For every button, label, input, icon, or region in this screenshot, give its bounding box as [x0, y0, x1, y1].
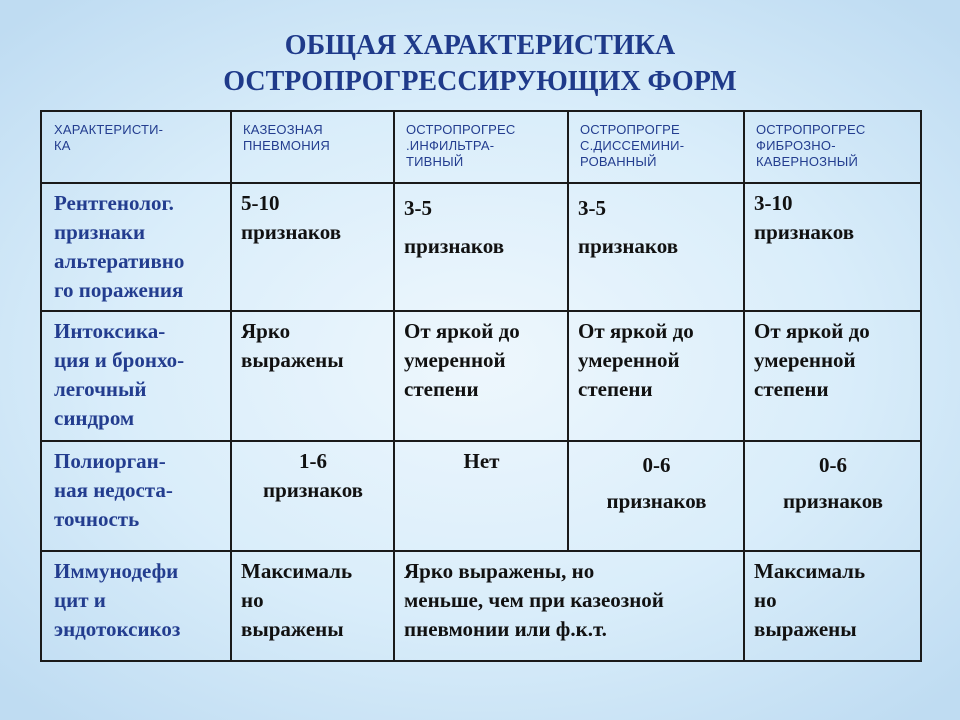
table-row-radiological-signs	[41, 183, 921, 311]
row-label-cell	[41, 551, 231, 661]
row-label-line: точность	[54, 507, 140, 531]
cell-text-line: умеренной	[578, 348, 680, 372]
table-cell	[568, 441, 744, 551]
row-label-line: эндотоксикоз	[54, 617, 181, 641]
cell-text-line: выражены	[241, 617, 344, 641]
table-header-row	[41, 111, 921, 183]
cell-text-line: но	[754, 588, 777, 612]
cell-text-line: выражены	[241, 348, 344, 372]
cell-text-line: Нет	[463, 449, 500, 473]
table-cell	[231, 311, 394, 441]
cell-text-line: признаков	[578, 234, 679, 258]
table-row-immunodeficiency	[41, 551, 921, 661]
row-label-cell	[41, 183, 231, 311]
cell-text-line: степени	[404, 377, 479, 401]
cell-text-line: 0-6	[819, 453, 847, 477]
cell-text-line: 3-5	[404, 196, 432, 220]
cell-text-line: выражены	[754, 617, 857, 641]
table-cell	[568, 311, 744, 441]
cell-text-line: 1-6	[299, 449, 327, 473]
table-cell	[231, 551, 394, 661]
cell-text-line: степени	[754, 377, 829, 401]
table-cell	[744, 441, 921, 551]
header-cell-infiltrative	[394, 111, 568, 183]
cell-text-line: 0-6	[642, 453, 671, 477]
header-text-line: ОСТРОПРОГРЕС	[406, 122, 516, 137]
cell-text-line: 5-10	[241, 191, 280, 215]
cell-text-line: Максималь	[241, 559, 353, 583]
cell-text-line: умеренной	[754, 348, 856, 372]
header-text-line: КА	[54, 138, 71, 153]
row-label-line: цит и	[54, 588, 106, 612]
cell-text-line: Ярко	[241, 319, 291, 343]
header-cell-characteristic	[41, 111, 231, 183]
table-cell	[568, 183, 744, 311]
cell-text-line: признаков	[606, 489, 707, 513]
header-cell-disseminated	[568, 111, 744, 183]
cell-text-line: признаков	[782, 489, 884, 513]
row-label-line: легочный	[54, 377, 147, 401]
row-label-line: го поражения	[54, 278, 184, 302]
cell-text-line: 3-5	[578, 196, 606, 220]
slide-title	[100, 28, 860, 100]
header-text-line: РОВАННЫЙ	[580, 154, 657, 169]
table-cell	[394, 183, 568, 311]
cell-text-line: признаков	[241, 220, 342, 244]
header-text-line: ОСТРОПРОГРЕ	[580, 122, 680, 137]
row-label-line: признаки	[54, 220, 146, 244]
cell-text-line: От яркой до	[404, 319, 520, 343]
cell-text-line: умеренной	[404, 348, 506, 372]
cell-text-line: признаков	[404, 234, 505, 258]
row-label-line: альтеративно	[54, 249, 185, 273]
cell-text-line: пневмонии или ф.к.т.	[404, 617, 607, 641]
header-text-line: КАВЕРНОЗНЫЙ	[756, 154, 859, 169]
table-cell	[394, 311, 568, 441]
header-text-line: ФИБРОЗНО-	[756, 138, 836, 153]
row-label-line: Иммунодефи	[54, 559, 179, 583]
header-text-line: ПНЕВМОНИЯ	[243, 138, 330, 153]
cell-text-line: Максималь	[754, 559, 866, 583]
cell-text-line: меньше, чем при казеозной	[404, 588, 664, 612]
row-label-line: Рентгенолог.	[54, 191, 174, 215]
header-text-line: С.ДИССЕМИНИ-	[580, 138, 685, 153]
table-cell	[744, 311, 921, 441]
cell-text-line: но	[241, 588, 264, 612]
header-cell-fibrocavernous	[744, 111, 921, 183]
row-label-line: Интоксика-	[54, 319, 166, 343]
cell-text-line: 3-10	[754, 191, 793, 215]
cell-text-line: От яркой до	[578, 319, 694, 343]
row-label-cell	[41, 311, 231, 441]
cell-text-line: признаков	[262, 478, 364, 502]
table-cell	[231, 441, 394, 551]
table-cell	[744, 551, 921, 661]
row-label-line: ная недоста-	[54, 478, 173, 502]
table-cell	[744, 183, 921, 311]
header-text-line: .ИНФИЛЬТРА-	[406, 138, 495, 153]
header-text-line: КАЗЕОЗНАЯ	[243, 122, 323, 137]
header-cell-caseous-pneumonia	[231, 111, 394, 183]
table-cell	[231, 183, 394, 311]
cell-text-line: Ярко выражены, но	[404, 559, 595, 583]
cell-text-line: признаков	[754, 220, 855, 244]
header-text-line: ОСТРОПРОГРЕС	[756, 122, 866, 137]
header-text-line: ХАРАКТЕРИСТИ-	[54, 122, 164, 137]
header-text-line: ТИВНЫЙ	[406, 154, 464, 169]
table-row-multiorgan-failure	[41, 441, 921, 551]
table-row-intoxication	[41, 311, 921, 441]
cell-text-line: степени	[578, 377, 653, 401]
characteristics-table	[40, 110, 922, 662]
title-line-1: ОБЩАЯ ХАРАКТЕРИСТИКА	[284, 30, 676, 61]
title-line-2: ОСТРОПРОГРЕССИРУЮЩИХ ФОРМ	[223, 66, 737, 97]
row-label-line: ция и бронхо-	[54, 348, 185, 372]
cell-text-line: От яркой до	[754, 319, 870, 343]
row-label-cell	[41, 441, 231, 551]
row-label-line: синдром	[54, 406, 135, 430]
table-cell-merged	[394, 551, 744, 661]
row-label-line: Полиорган-	[54, 449, 166, 473]
table-cell	[394, 441, 568, 551]
